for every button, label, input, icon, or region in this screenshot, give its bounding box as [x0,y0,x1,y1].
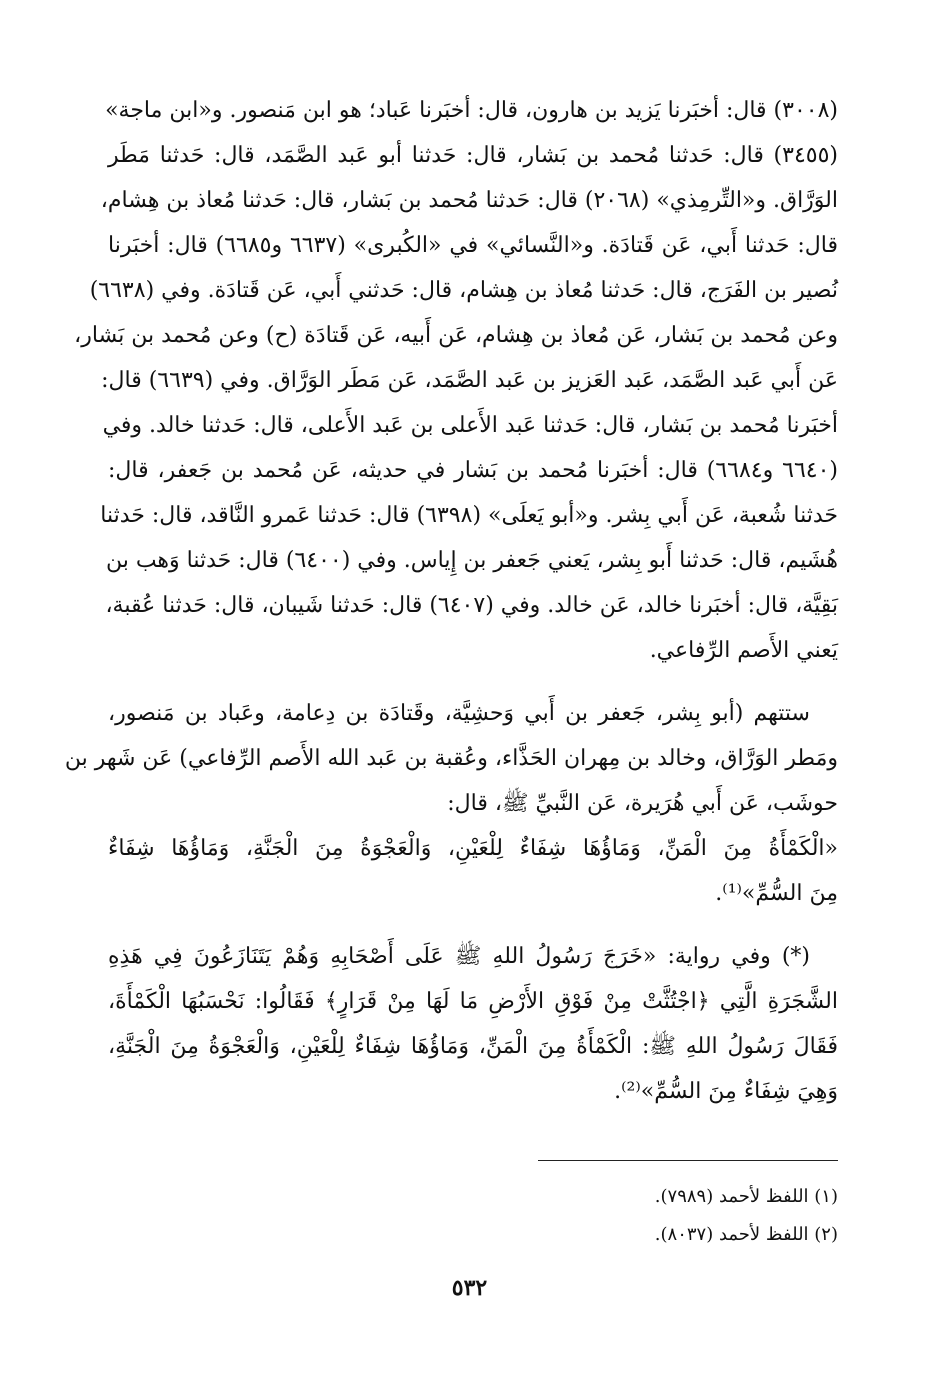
paragraph-hadith [64,691,838,916]
text-line: يَعني الأَصم الرِّفاعي. [649,638,838,663]
text-line: (٣٤٥٥) قال: حَدثنا مُحمد بن بَشار، قال: حَدثنا أبو عَبد الصَّمَد، قال: حَدثنا مَطَر [108,143,838,168]
footnotes [108,1178,838,1254]
text-line: (٦٦٤٠ و٦٦٨٤) قال: أخبَرنا مُحمد بن بَشار في حديثه، عَن مُحمد بن جَعفر، قال: [108,458,838,483]
text-line: أخبَرنا مُحمد بن بَشار، قال: حَدثنا عَبد الأَعلى بن عَبد الأَعلى، قال: حَدثنا خالد. وفي [102,413,838,438]
text-line: قال: حَدثنا أَبي، عَن قَتادَة. و«النَّسائي» في «الكُبرى» (٦٦٣٧ و٦٦٨٥) قال: أخبَرنا [108,233,838,258]
footnote-1: (١) اللفظ لأحمد (٧٩٨٩). [654,1186,838,1207]
text-line: الشَّجَرَةِ الَّتِي ﴿اجْتُثَّتْ مِنْ فَوْقِ الأَرْضِ مَا لَهَا مِنْ قَرَارٍ﴾ فَقَالُوا: نَحْسَبُهَا الْكَمْأَةَ، [108,989,838,1014]
paragraph-riwaya [108,934,838,1114]
text-line: فَقَالَ رَسُولُ اللهِ ﷺ: الْكَمْأَةُ مِنَ الْمَنِّ، وَمَاؤُهَا شِفَاءٌ لِلْعَيْنِ، وَالْعَجْوَةُ مِنَ الْجَنَّةِ، [108,1034,838,1059]
footnote-2: (٢) اللفظ لأحمد (٨٠٣٧). [654,1224,838,1245]
text-line: حوشَب، عَن أَبي هُرَيرة، عَن النَّبيِّ ﷺ، قال: [447,791,838,816]
text-line: (٣٠٠٨) قال: أخبَرنا يَزيد بن هارون، قال: أخبَرنا عَباد؛ هو ابن مَنصور. و«ابن ماجة» [105,98,838,123]
text-line: الوَرَّاق. و«التِّرمِذي» (٢٠٦٨) قال: حَدثنا مُحمد بن بَشار، قال: حَدثنا مُعاذ بن هِشام، [100,188,838,213]
text-line: حَدثنا شُعبة، عَن أَبي بِشر. و«أبو يَعلَى» (٦٣٩٨) قال: حَدثنا عَمرو النَّاقد، قال: حَدثنا [100,503,838,528]
text-line: وعن مُحمد بن بَشار، عَن مُعاذ بن هِشام، عَن أَبيه، عَن قَتادَة (ح) وعن مُحمد بن بَشار، [74,323,838,348]
paragraph-takhrij [74,88,838,673]
text-line: (*) وفي رواية: «خَرَجَ رَسُولُ اللهِ ﷺ عَلَى أَصْحَابِهِ وَهُمْ يَتَنَازَعُونَ فِي هَذِهِ [108,944,810,969]
text-line: ستتهم (أبو بِشر، جَعفر بن أَبي وَحشِيَّة، وقَتادَة بن دِعامة، وعَباد بن مَنصور، [108,701,810,726]
hadith-text-line: «الْكَمْأَةُ مِنَ الْمَنِّ، وَمَاؤُهَا شِفَاءٌ لِلْعَيْنِ، وَالْعَجْوَةُ مِنَ الْجَنَّةِ، وَمَاؤُهَا شِفَاءٌ [108,836,838,861]
text-line: ومَطر الوَرَّاق، وخالد بن مِهران الحَذَّاء، وعُقبة بن عَبد الله الأَصم الرِّفاعي) عَن شَهر بن [64,746,838,771]
text-line: بَقِيَّة، قال: أخبَرنا خالد، عَن خالد. وفي (٦٤٠٧) قال: حَدثنا شَيبان، قال: حَدثنا عُقبة، [105,593,838,618]
text-line: وَهِيَ شِفَاءٌ مِنَ السُّمِّ»⁽²⁾. [614,1079,838,1104]
footnote-separator [538,1160,838,1161]
page-number: ٥٣٢ [451,1275,488,1301]
text-line: عَن أَبي عَبد الصَّمَد، عَبد العَزيز بن عَبد الصَّمَد، عَن مَطَر الوَرَّاق. وفي (٦٦٣٩) قال: [101,368,838,393]
page-body [64,88,838,1114]
hadith-text-line: مِنَ السُّمِّ»⁽¹⁾. [715,881,838,906]
text-line: نُصير بن الفَرَج، قال: حَدثنا مُعاذ بن هِشام، قال: حَدثني أَبي، عَن قَتادَة. وفي (٦٦٣٨) [89,278,838,303]
text-line: هُشَيم، قال: حَدثنا أَبو بِشر، يَعني جَعفر بن إِياس. وفي (٦٤٠٠) قال: حَدثنا وَهب بن [105,548,838,573]
